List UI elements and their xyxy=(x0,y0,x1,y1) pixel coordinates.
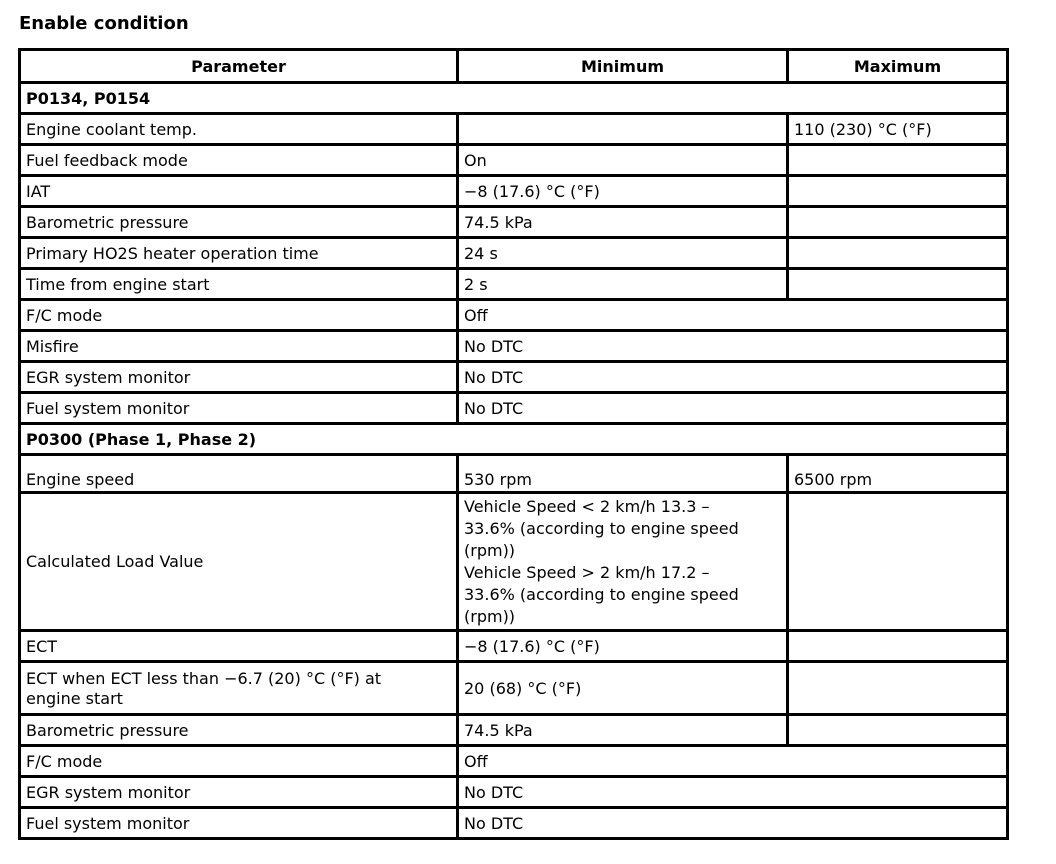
text-line: (rpm)) xyxy=(464,541,516,560)
header-row xyxy=(20,50,1008,83)
table-row xyxy=(20,455,1008,493)
max-cell xyxy=(788,662,1008,715)
param-cell: EGR system monitor xyxy=(20,777,458,808)
max-cell xyxy=(788,269,1008,300)
table-row xyxy=(20,300,1008,331)
min-cell: On xyxy=(458,145,788,176)
min-cell: 2 s xyxy=(458,269,788,300)
table-row xyxy=(20,746,1008,777)
max-cell xyxy=(788,207,1008,238)
param-cell: Fuel system monitor xyxy=(20,808,458,839)
value-cell: No DTC xyxy=(458,331,1008,362)
min-cell: 530 rpm xyxy=(458,455,788,493)
param-cell: Calculated Load Value xyxy=(20,493,458,631)
table-row xyxy=(20,331,1008,362)
value-cell: No DTC xyxy=(458,362,1008,393)
table-row xyxy=(20,145,1008,176)
table-row xyxy=(20,269,1008,300)
param-cell: Engine speed xyxy=(20,455,458,493)
table-row xyxy=(20,777,1008,808)
min-cell: −8 (17.6) °C (°F) xyxy=(458,631,788,662)
table-row xyxy=(20,715,1008,746)
text-line: Vehicle Speed > 2 km/h 17.2 – xyxy=(464,563,710,582)
min-cell: 74.5 kPa xyxy=(458,207,788,238)
max-cell xyxy=(788,493,1008,631)
table-row xyxy=(20,393,1008,424)
table-row xyxy=(20,493,1008,631)
section-title-p0134: P0134, P0154 xyxy=(20,83,1008,114)
section-title-p0300: P0300 (Phase 1, Phase 2) xyxy=(20,424,1008,455)
value-cell: No DTC xyxy=(458,777,1008,808)
text-line: 33.6% (according to engine speed xyxy=(464,519,739,538)
table-row xyxy=(20,238,1008,269)
table-row xyxy=(20,631,1008,662)
table-row xyxy=(20,808,1008,839)
min-cell: 20 (68) °C (°F) xyxy=(458,662,788,715)
min-cell: 24 s xyxy=(458,238,788,269)
param-cell: Barometric pressure xyxy=(20,715,458,746)
param-cell: F/C mode xyxy=(20,746,458,777)
value-cell: No DTC xyxy=(458,808,1008,839)
param-cell: EGR system monitor xyxy=(20,362,458,393)
header-maximum: Maximum xyxy=(788,50,1008,83)
min-cell xyxy=(458,493,788,631)
enable-condition-table xyxy=(18,48,1009,840)
param-cell: Fuel feedback mode xyxy=(20,145,458,176)
max-cell xyxy=(788,145,1008,176)
param-cell: Primary HO2S heater operation time xyxy=(20,238,458,269)
table-row xyxy=(20,176,1008,207)
param-cell: Fuel system monitor xyxy=(20,393,458,424)
text-line: (rpm)) xyxy=(464,607,516,626)
max-cell xyxy=(788,715,1008,746)
section-row xyxy=(20,83,1008,114)
value-cell: No DTC xyxy=(458,393,1008,424)
text-line: engine start xyxy=(26,688,123,708)
text-line: 33.6% (according to engine speed xyxy=(464,585,739,604)
max-cell xyxy=(788,238,1008,269)
min-cell xyxy=(458,114,788,145)
table-row xyxy=(20,207,1008,238)
table-row xyxy=(20,114,1008,145)
max-cell xyxy=(788,176,1008,207)
max-cell xyxy=(788,631,1008,662)
table-row xyxy=(20,362,1008,393)
max-cell: 6500 rpm xyxy=(788,455,1008,493)
text-line: ECT when ECT less than −6.7 (20) °C (°F) at xyxy=(26,668,382,688)
param-cell: Time from engine start xyxy=(20,269,458,300)
param-cell: ECT xyxy=(20,631,458,662)
param-cell: Barometric pressure xyxy=(20,207,458,238)
max-cell: 110 (230) °C (°F) xyxy=(788,114,1008,145)
param-cell: Misfire xyxy=(20,331,458,362)
page-title: Enable condition xyxy=(19,13,189,34)
param-cell: IAT xyxy=(20,176,458,207)
min-cell: 74.5 kPa xyxy=(458,715,788,746)
section-row xyxy=(20,424,1008,455)
param-cell: Engine coolant temp. xyxy=(20,114,458,145)
value-cell: Off xyxy=(458,300,1008,331)
table-row xyxy=(20,662,1008,715)
param-cell: F/C mode xyxy=(20,300,458,331)
text-line: Vehicle Speed < 2 km/h 13.3 – xyxy=(464,497,710,516)
param-cell xyxy=(20,662,458,715)
value-cell: Off xyxy=(458,746,1008,777)
header-minimum: Minimum xyxy=(458,50,788,83)
min-cell: −8 (17.6) °C (°F) xyxy=(458,176,788,207)
header-parameter: Parameter xyxy=(20,50,458,83)
